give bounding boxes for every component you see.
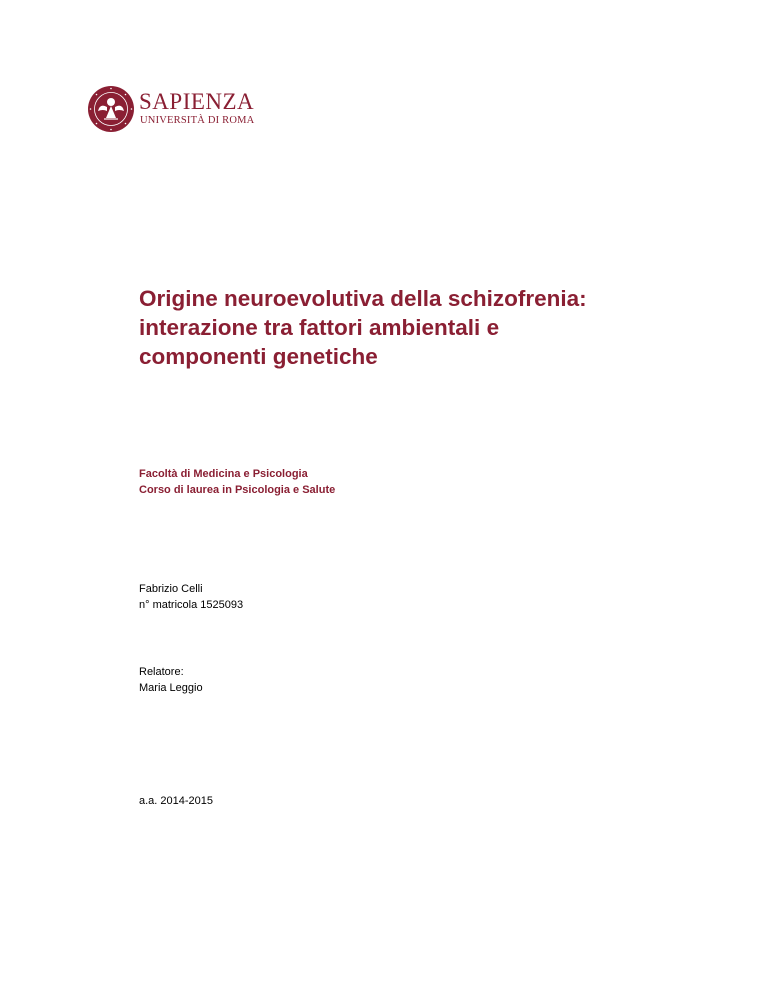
advisor-label: Relatore: (139, 666, 184, 678)
academic-year-block (139, 793, 213, 809)
student-name: Fabrizio Celli (139, 583, 203, 595)
student-block (139, 581, 243, 613)
thesis-title-line: componenti genetiche (139, 344, 378, 369)
thesis-title (139, 284, 699, 371)
advisor-block (139, 664, 203, 696)
thesis-title-line: Origine neuroevolutiva della schizofrenia: (139, 286, 587, 311)
university-subtitle: UNIVERSITÀ DI ROMA (140, 115, 255, 126)
university-logo (87, 85, 255, 135)
faculty-block (139, 466, 335, 498)
faculty-name: Facoltà di Medicina e Psicologia (139, 468, 308, 480)
thesis-title-line: interazione tra fattori ambientali e (139, 315, 500, 340)
academic-year: a.a. 2014-2015 (139, 795, 214, 807)
university-seal-icon (87, 85, 135, 133)
course-name: Corso di laurea in Psicologia e Salute (139, 484, 336, 496)
advisor-name: Maria Leggio (139, 682, 203, 694)
university-name: SAPIENZA (139, 89, 255, 114)
student-id: n° matricola 1525093 (139, 599, 244, 611)
